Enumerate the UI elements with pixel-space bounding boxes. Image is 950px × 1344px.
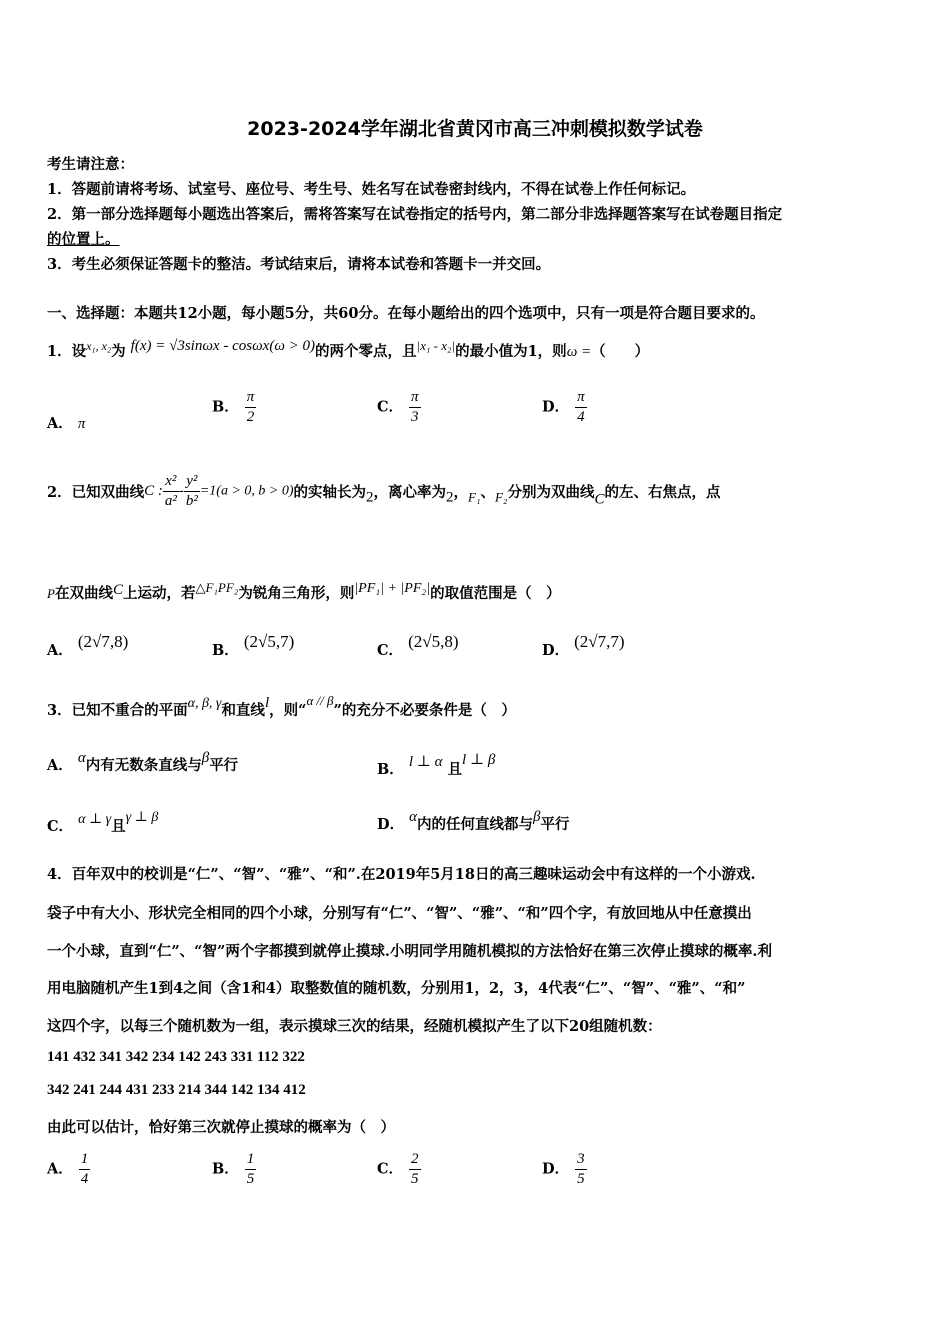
option-d[interactable]: D． α内的任何直线都与β平行 bbox=[377, 809, 570, 833]
option-a[interactable]: A． α内有无数条直线与β平行 bbox=[47, 750, 239, 774]
random-numbers-row: 141 432 341 342 234 142 243 331 112 322 bbox=[47, 1049, 305, 1065]
question-4-line: 袋子中有大小、形状完全相同的四个小球，分别写有“仁”、“智”、“雅”、“和”四个字，有放回地从中任意摸出 bbox=[47, 905, 752, 922]
question-4-line: 一个小球，直到“仁”、“智”两个字都摸到就停止摸球.小明同学用随机模拟的方法恰好在第三次停止摸球的概率.利 bbox=[47, 943, 772, 960]
option-c[interactable]: C． α ⊥ γ且γ ⊥ β bbox=[47, 810, 159, 835]
question-2-line2: P在双曲线C上运动，若△F₁PF₂为锐角三角形，则|PF₁| + |PF₂|的取值范围是（ ） bbox=[47, 580, 561, 602]
option-c[interactable]: C． (2√5,8) bbox=[377, 632, 459, 659]
option-d[interactable]: D． (2√7,7) bbox=[542, 632, 625, 659]
option-a[interactable]: A． π bbox=[47, 415, 86, 432]
question-4-line: 这四个字，以每三个随机数为一组，表示摸球三次的结果，经随机模拟产生了以下20组随机数： bbox=[47, 1018, 662, 1035]
option-d[interactable]: D． $\frac{3}{5}$ bbox=[542, 1151, 585, 1187]
question-4-line: 4．百年双中的校训是“仁”、“智”、“雅”、“和”.在2019年5月18日的高三趣味运动会中有这样的一个小游戏. bbox=[47, 866, 756, 883]
question-3: 3．已知不重合的平面α, β, γ和直线l，则“α // β”的充分不必要条件是（ ） bbox=[47, 693, 516, 719]
page-title: 2023-2024学年湖北省黄冈市高三冲刺模拟数学试卷 bbox=[247, 118, 703, 140]
option-a[interactable]: A． (2√7,8) bbox=[47, 632, 129, 659]
option-b[interactable]: B． l ⊥ α 且l ⊥ β bbox=[377, 752, 496, 778]
notice-item: 3．考生必须保证答题卡的整洁。考试结束后，请将本试卷和答题卡一并交回。 bbox=[47, 256, 551, 273]
option-d[interactable]: D． $\frac{\pi}{4}$ bbox=[542, 389, 585, 425]
random-numbers-row: 342 241 244 431 233 214 344 142 134 412 bbox=[47, 1082, 306, 1098]
section-heading: 一、选择题：本题共12小题，每小题5分，共60分。在每小题给出的四个选项中，只有一项是符合题目要求的。 bbox=[47, 305, 765, 322]
notice-heading: 考生请注意： bbox=[47, 156, 134, 173]
question-1: 1．设$^{x_1, x_2}$为 f(x) = √3sinωx - cosωx(ω > 0)的两个零点，且|x₁ - x₂|的最小值为1，则ω =（ ） bbox=[47, 338, 650, 360]
question-4-ask: 由此可以估计，恰好第三次就停止摸球的概率为（ ） bbox=[47, 1119, 395, 1136]
option-c[interactable]: C． $\frac{2}{5}$ bbox=[377, 1151, 419, 1187]
option-b[interactable]: B． (2√5,7) bbox=[212, 632, 295, 659]
question-2: 2．已知双曲线C : $\frac{\text{x²}}{\text{a²}}$ - $\frac{\text{y²}}{\text{b²}}$ =1(a > 0, b > 0)的实轴长为2，离心率为2，F₁、F₂分别为双曲线C的左、右焦点，点 bbox=[47, 473, 721, 509]
notice-item: 的位置上。 bbox=[47, 231, 120, 248]
option-b[interactable]: B． $\frac{\pi}{2}$ bbox=[212, 389, 255, 425]
option-c[interactable]: C． $\frac{\pi}{3}$ bbox=[377, 389, 419, 425]
option-b[interactable]: B． $\frac{1}{5}$ bbox=[212, 1151, 255, 1187]
notice-item: 1．答题前请将考场、试室号、座位号、考生号、姓名写在试卷密封线内，不得在试卷上作任何标记。 bbox=[47, 181, 696, 198]
notice-item: 2．第一部分选择题每小题选出答案后，需将答案写在试卷指定的括号内，第二部分非选择题答案写在试卷题目指定 bbox=[47, 206, 783, 223]
question-4-line: 用电脑随机产生1到4之间（含1和4）取整数值的随机数，分别用1，2，3，4代表“仁”、“智”、“雅”、“和” bbox=[47, 980, 746, 997]
option-a[interactable]: A． $\frac{1}{4}$ bbox=[47, 1151, 89, 1187]
